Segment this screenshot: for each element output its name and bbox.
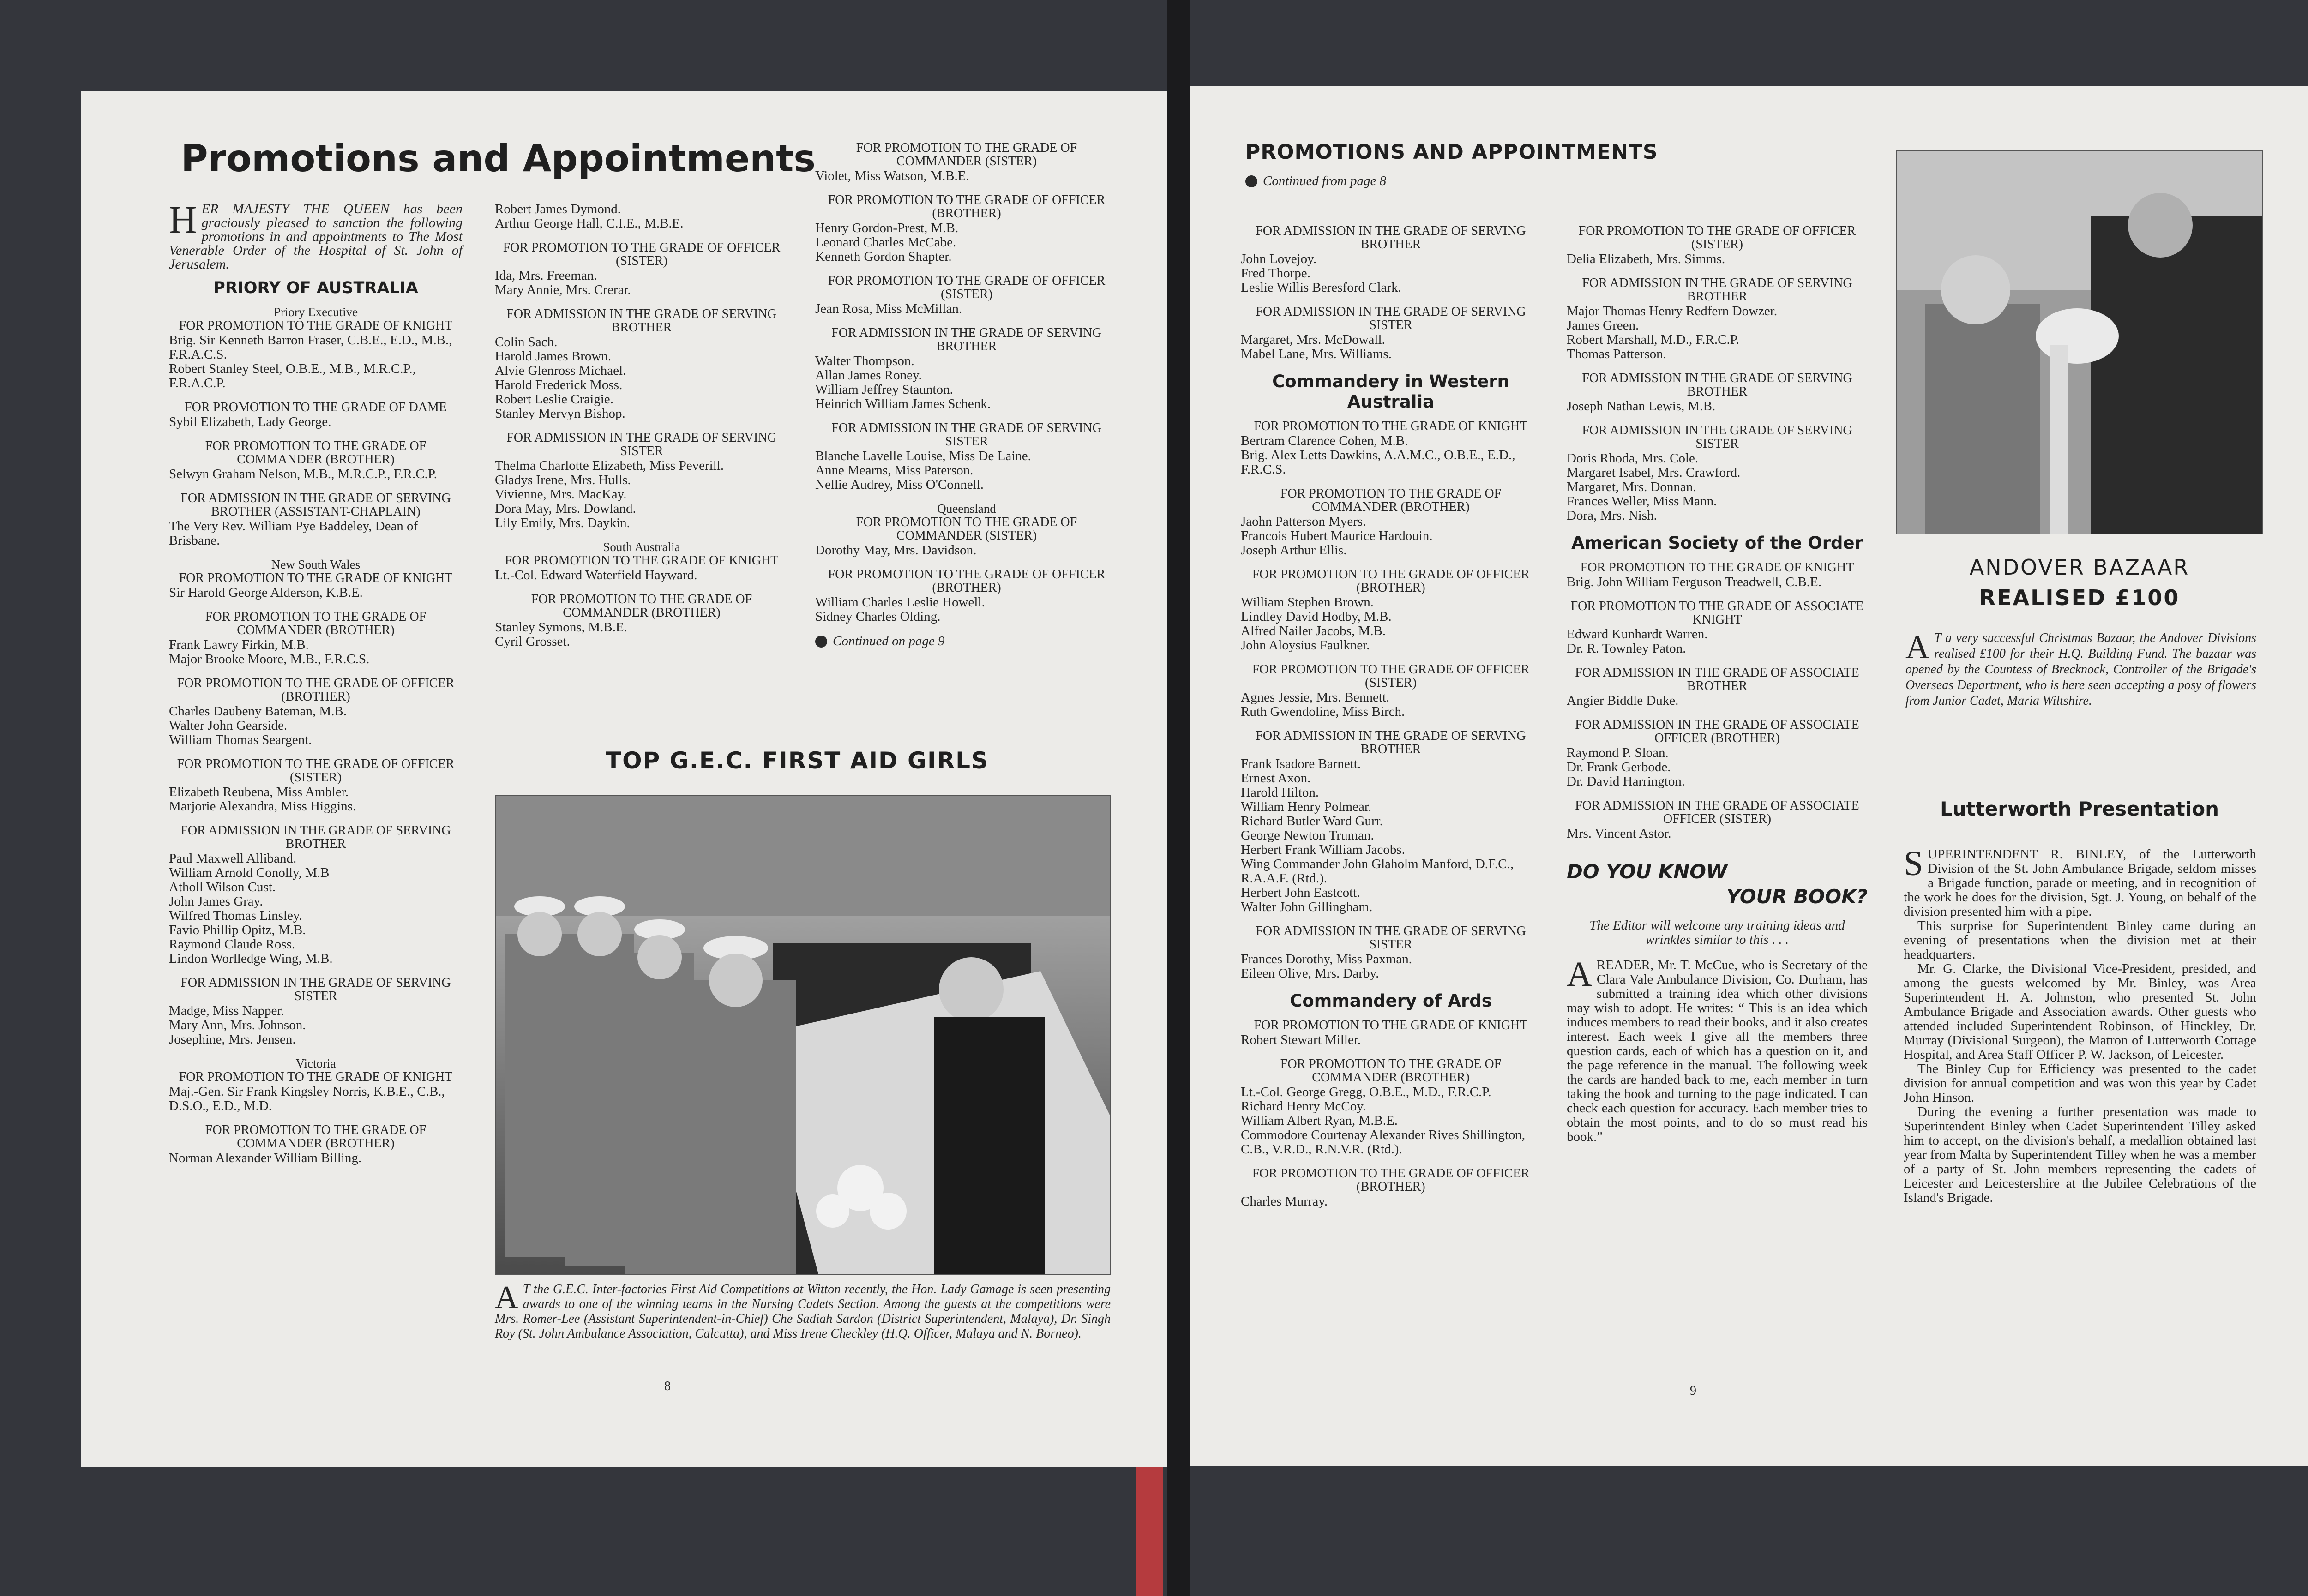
- appointment-entry: [1567, 718, 1868, 789]
- dyk-heading: DO YOU KNOW YOUR BOOK?: [1567, 860, 1868, 908]
- appointment-entry: [1241, 1019, 1541, 1047]
- grade-heading: FOR PROMOTION TO THE GRADE OF OFFICER (SISTER): [1252, 662, 1530, 690]
- names-list: Selwyn Graham Nelson, M.B., M.R.C.P., F.R.C.P.: [169, 467, 437, 481]
- appointment-entry: [815, 502, 1118, 558]
- subsection-heading: Commandery in Western Australia: [1272, 372, 1509, 412]
- names-list: Paul Maxwell Alliband. William Arnold Conolly, M.B Atholl Wilson Cust. John James Gray. Wilfred Thomas Linsley. Favio Phillip Opitz, M.B. Raymond Claude Ross. Lindon Worlledge Wing, M.B.: [169, 851, 333, 966]
- grade-heading: FOR ADMISSION IN THE GRADE OF ASSOCIATE BROTHER: [1575, 666, 1859, 693]
- names-list: Robert James Dymond. Arthur George Hall, C.I.E., M.B.E.: [495, 202, 684, 231]
- grade-heading: FOR ADMISSION IN THE GRADE OF SERVING SISTER: [1256, 305, 1526, 332]
- appointment-entry: [1241, 420, 1541, 477]
- cadets-photo: [495, 795, 1111, 1275]
- dyk-body: AREADER, Mr. T. McCue, who is Secretary of the Clara Vale Ambulance Division, Co. Durham, has submitted a training idea which other divisions may wish to adopt. He writes: “ This is an idea which induces members to read their books, and it also creates interest. Each week I give all the members three question cards, each of which has a question on it, and the page reference in the manual. The following week the cards are handed back to me, each member in turn taking the book and turning to the page indicated. I can check each question for accuracy. Each member tries to obtain the most points, and to do so must read his book.”: [1567, 955, 1868, 1144]
- lutterworth-paragraph: Mr. G. Clarke, the Divisional Vice-President, presided, and among the guests welcomed by Mr. Binley, was Area Superintendent H. A. Johnston, who presented St. John Ambulance Brigade and Association awards. Other guests who attended included Superintendent Robinson, of Hinckley, Dr. Murray (Divisional Surgeon), the Matron of Lutterworth Cottage Hospital, and Area Staff Officer P. W. Jackson, of Leicester.: [1904, 961, 2256, 1062]
- names-list: Madge, Miss Napper. Mary Ann, Mrs. Johnson. Josephine, Mrs. Jensen.: [169, 1003, 306, 1047]
- grade-heading: FOR ADMISSION IN THE GRADE OF ASSOCIATE OFFICER (BROTHER): [1575, 718, 1859, 745]
- drop-cap: H: [169, 198, 197, 241]
- appointment-entry: [169, 401, 463, 429]
- appointment-entry: [169, 677, 463, 747]
- names-list: The Very Rev. William Pye Baddeley, Dean of Brisbane.: [169, 519, 418, 548]
- appointment-entry: [169, 558, 463, 600]
- cadets-photo-image: [496, 796, 1111, 1275]
- grade-heading: FOR PROMOTION TO THE GRADE OF ASSOCIATE KNIGHT: [1570, 599, 1864, 627]
- names-list: Mrs. Vincent Astor.: [1567, 826, 1671, 841]
- dyk-drop-cap: A: [1567, 955, 1592, 994]
- appointment-entry: [495, 431, 788, 530]
- grade-heading: FOR ADMISSION IN THE GRADE OF SERVING SISTER: [180, 976, 451, 1003]
- appointment-entry: [495, 593, 788, 649]
- column-2: [495, 202, 788, 659]
- grade-heading: FOR PROMOTION TO THE GRADE OF KNIGHT: [179, 571, 453, 585]
- appointment-entry: [1241, 924, 1541, 981]
- grade-heading: FOR PROMOTION TO THE GRADE OF COMMANDER (BROTHER): [205, 610, 427, 637]
- dyk-intro: The Editor will welcome any training ideas and wrinkles similar to this . . .: [1589, 918, 1845, 947]
- bazaar-photo: [1896, 150, 2263, 534]
- names-list: Edward Kunhardt Warren. Dr. R. Townley Paton.: [1567, 627, 1708, 656]
- appointment-entry: [169, 439, 463, 481]
- appointment-entry: [169, 610, 463, 666]
- appointment-entry: [1241, 224, 1541, 295]
- grade-heading: FOR PROMOTION TO THE GRADE OF OFFICER (BROTHER): [1252, 1166, 1530, 1194]
- grade-heading: FOR PROMOTION TO THE GRADE OF OFFICER (SISTER): [1578, 224, 1856, 252]
- grade-heading: FOR ADMISSION IN THE GRADE OF SERVING BROTHER: [1256, 729, 1526, 756]
- appointment-entry: [1567, 372, 1868, 414]
- names-list: Lt.-Col. George Gregg, O.B.E., M.D., F.R.C.P. Richard Henry McCoy. William Albert Ryan, M.B.E. Commodore Courtenay Alexander Rives Shillington, C.B., V.R.D., R.N.V.R. (Rtd.).: [1241, 1085, 1526, 1157]
- names-list: Lt.-Col. Edward Waterfield Hayward.: [495, 568, 697, 582]
- grade-heading: FOR ADMISSION IN THE GRADE OF SERVING BROTHER (ASSISTANT-CHAPLAIN): [180, 491, 451, 519]
- column-3: [815, 141, 1118, 648]
- appointment-entry: [815, 421, 1118, 492]
- grade-heading: FOR ADMISSION IN THE GRADE OF SERVING BROTHER: [1582, 276, 1852, 304]
- appointment-entry: [169, 757, 463, 814]
- grade-heading: FOR PROMOTION TO THE GRADE OF OFFICER (BROTHER): [177, 676, 455, 704]
- names-list: Ida, Mrs. Freeman. Mary Annie, Mrs. Crerar.: [495, 268, 631, 297]
- grade-heading: FOR PROMOTION TO THE GRADE OF COMMANDER (BROTHER): [531, 592, 752, 620]
- names-list: Frank Lawry Firkin, M.B. Major Brooke Moore, M.B., F.R.C.S.: [169, 637, 370, 666]
- appointment-entry: [1241, 1057, 1541, 1157]
- grade-heading: FOR PROMOTION TO THE GRADE OF KNIGHT: [1580, 560, 1854, 575]
- names-list: Elizabeth Reubena, Miss Ambler. Marjorie Alexandra, Miss Higgins.: [169, 785, 356, 814]
- names-list: John Lovejoy. Fred Thorpe. Leslie Willis Beresford Clark.: [1241, 252, 1401, 295]
- names-list: Charles Murray.: [1241, 1194, 1328, 1209]
- bullet-icon: [1245, 175, 1257, 187]
- names-list: Thelma Charlotte Elizabeth, Miss Peverill. Gladys Irene, Mrs. Hulls. Vivienne, Mrs. MacKay. Dora May, Mrs. Dowland. Lily Emily, Mrs. Daykin.: [495, 458, 724, 530]
- appointment-entry: [815, 193, 1118, 264]
- names-list: Blanche Lavelle Louise, Miss De Laine. Anne Mearns, Miss Paterson. Nellie Audrey, Miss O'Connell.: [815, 449, 1031, 492]
- appointment-entry: [815, 568, 1118, 624]
- grade-heading: FOR PROMOTION TO THE GRADE OF KNIGHT: [179, 1070, 453, 1084]
- names-list: Margaret, Mrs. McDowall. Mabel Lane, Mrs. Williams.: [1241, 332, 1392, 361]
- intro-paragraph: HER MAJESTY THE QUEEN has been graciously pleased to sanction the following promotions in and appointments to The Most Venerable Order of the Hospital of St. John of Jerusalem.: [169, 198, 463, 272]
- grade-heading: FOR PROMOTION TO THE GRADE OF OFFICER (SISTER): [503, 240, 781, 268]
- appointment-entry: [1567, 224, 1868, 266]
- appointment-entry: [495, 241, 788, 297]
- grade-heading: FOR ADMISSION IN THE GRADE OF SERVING BROTHER: [506, 307, 777, 335]
- grade-heading: FOR PROMOTION TO THE GRADE OF COMMANDER (BROTHER): [205, 439, 427, 467]
- appointment-entry: [1241, 487, 1541, 558]
- names-list: Brig. John William Ferguson Treadwell, C.B.E.: [1567, 575, 1822, 589]
- grade-heading: FOR PROMOTION TO THE GRADE OF OFFICER (SISTER): [177, 757, 455, 785]
- appointment-entry: [1567, 424, 1868, 523]
- continued-note: Continued on page 9: [815, 634, 1118, 648]
- grade-heading: FOR ADMISSION IN THE GRADE OF SERVING BROTHER: [180, 823, 451, 851]
- grade-heading: FOR PROMOTION TO THE GRADE OF KNIGHT: [1254, 1018, 1528, 1032]
- binding-edge: [1136, 1467, 1163, 1596]
- appointment-entry: [815, 326, 1118, 411]
- grade-heading: FOR PROMOTION TO THE GRADE OF COMMANDER (SISTER): [856, 515, 1077, 543]
- caption-drop-cap: A: [495, 1280, 518, 1315]
- grade-heading: FOR ADMISSION IN THE GRADE OF SERVING BROTHER: [1256, 224, 1526, 252]
- entries-column-2: [1567, 224, 1868, 841]
- column-1: [1241, 224, 1541, 1219]
- names-list: Charles Daubeny Bateman, M.B. Walter John Gearside. William Thomas Seargent.: [169, 704, 347, 747]
- bazaar-drop-cap: A: [1905, 629, 1929, 666]
- grade-heading: FOR PROMOTION TO THE GRADE OF COMMANDER (BROTHER): [205, 1123, 427, 1151]
- appointment-entry: [815, 141, 1118, 183]
- lutterworth-paragraph: SUPERINTENDENT R. BINLEY, of the Lutterworth Division of the St. John Ambulance Brigade, seldom misses a Brigade function, parade or meeting, and in recognition of the work he does for the division, Sgt. J. Young, on behalf of the division presented him with a pipe.: [1904, 844, 2256, 919]
- names-list: Sir Harold George Alderson, K.B.E.: [169, 585, 363, 600]
- names-list: Henry Gordon-Prest, M.B. Leonard Charles McCabe. Kenneth Gordon Shapter.: [815, 221, 959, 264]
- appointment-entry: [1241, 729, 1541, 914]
- names-list: Violet, Miss Watson, M.B.E.: [815, 168, 969, 183]
- spine: [1167, 0, 1190, 1596]
- grade-heading: FOR PROMOTION TO THE GRADE OF OFFICER (SISTER): [828, 274, 1106, 301]
- lutterworth-article: [1904, 844, 2256, 1205]
- appointment-entry: [169, 1123, 463, 1165]
- grade-heading: FOR ADMISSION IN THE GRADE OF SERVING SISTER: [1582, 423, 1852, 451]
- grade-heading: FOR ADMISSION IN THE GRADE OF ASSOCIATE OFFICER (SISTER): [1575, 798, 1859, 826]
- grade-heading: FOR ADMISSION IN THE GRADE OF SERVING BROTHER: [831, 326, 1102, 354]
- appointment-entry: [495, 307, 788, 421]
- appointment-entry: [815, 274, 1118, 316]
- names-list: Jean Rosa, Miss McMillan.: [815, 301, 962, 316]
- grade-heading: FOR PROMOTION TO THE GRADE OF OFFICER (BROTHER): [828, 567, 1106, 595]
- names-list: Raymond P. Sloan. Dr. Frank Gerbode. Dr. David Harrington.: [1567, 745, 1685, 789]
- grade-heading: FOR PROMOTION TO THE GRADE OF COMMANDER (BROTHER): [1280, 486, 1502, 514]
- names-list: Angier Biddle Duke.: [1567, 693, 1679, 708]
- names-list: Doris Rhoda, Mrs. Cole. Margaret Isabel, Mrs. Crawford. Margaret, Mrs. Donnan. Frances Weller, Miss Mann. Dora, Mrs. Nish.: [1567, 451, 1741, 523]
- continued-from-note: Continued from page 8: [1245, 174, 1386, 189]
- column-2: [1567, 224, 1868, 1144]
- bazaar-heading: ANDOVER BAZAAR REALISED £100: [1969, 555, 2190, 610]
- names-list: Frank Isadore Barnett. Ernest Axon. Harold Hilton. William Henry Polmear. Richard Butler Ward Gurr. George Newton Truman. Herbert Frank William Jacobs. Wing Commander John Glaholm Manford, D.F.C., R.A.A.F. (Rtd.). Herbert John Eastcott. Walter John Gillingham.: [1241, 756, 1514, 914]
- grade-heading: FOR PROMOTION TO THE GRADE OF KNIGHT: [1254, 419, 1528, 433]
- names-list: Bertram Clarence Cohen, M.B. Brig. Alex Letts Dawkins, A.A.M.C., O.B.E., E.D., F.R.C.S.: [1241, 433, 1515, 477]
- region-label: New South Wales: [271, 558, 361, 571]
- page-number: 9: [1690, 1384, 1696, 1398]
- grade-heading: FOR PROMOTION TO THE GRADE OF DAME: [185, 400, 447, 414]
- region-label: Victoria: [295, 1056, 336, 1070]
- grade-heading: FOR PROMOTION TO THE GRADE OF OFFICER (BROTHER): [828, 193, 1106, 221]
- appointment-entry: [495, 202, 788, 231]
- appointment-entry: [1567, 276, 1868, 361]
- bazaar-caption: A T a very successful Christmas Bazaar, the Andover Divisions realised £100 for their H.Q. Building Fund. The bazaar was opened by the Countess of Brecknock, Controller of the Brigade's Overseas Department, who is here seen accepting a posy of flowers from Junior Cadet, Maria Wiltshire.: [1905, 629, 2256, 708]
- grade-heading: FOR ADMISSION IN THE GRADE OF SERVING SISTER: [506, 431, 777, 458]
- names-list: Walter Thompson. Allan James Roney. William Jeffrey Staunton. Heinrich William James Schenk.: [815, 354, 991, 411]
- appointment-entry: [1241, 663, 1541, 719]
- appointment-entry: [495, 540, 788, 582]
- entries-column-2: [495, 202, 788, 649]
- appointment-entry: [169, 306, 463, 390]
- bullet-icon: [815, 636, 827, 648]
- subsection-heading: American Society of the Order: [1571, 533, 1863, 553]
- left-page: [81, 91, 1167, 1467]
- appointment-entry: [1567, 799, 1868, 841]
- column-1: [169, 198, 463, 1176]
- section-heading: PRIORY OF AUSTRALIA: [213, 279, 418, 297]
- names-list: Stanley Symons, M.B.E. Cyril Grosset.: [495, 620, 627, 649]
- appointment-entry: [169, 976, 463, 1047]
- names-list: Colin Sach. Harold James Brown. Alvie Glenross Michael. Harold Frederick Moss. Robert Leslie Craigie. Stanley Mervyn Bishop.: [495, 335, 626, 421]
- names-list: Delia Elizabeth, Mrs. Simms.: [1567, 252, 1725, 266]
- entries-column-1: [1241, 224, 1541, 1209]
- names-list: Robert Stewart Miller.: [1241, 1032, 1361, 1047]
- lutterworth-paragraph: This surprise for Superintendent Binley came during an evening of presentations when the division met at their headquarters.: [1904, 918, 2256, 962]
- page-title: PROMOTIONS AND APPOINTMENTS: [1245, 140, 1658, 164]
- grade-heading: FOR ADMISSION IN THE GRADE OF SERVING SISTER: [1256, 924, 1526, 952]
- lutterworth-paragraph: The Binley Cup for Efficiency was presented to the cadet division for annual competition and was won this year by Cadet John Hinson.: [1904, 1062, 2256, 1105]
- region-label: South Australia: [603, 540, 680, 554]
- appointment-entry: [1567, 561, 1868, 589]
- grade-heading: FOR PROMOTION TO THE GRADE OF COMMANDER (BROTHER): [1280, 1057, 1502, 1085]
- names-list: Sybil Elizabeth, Lady George.: [169, 414, 331, 429]
- grade-heading: FOR PROMOTION TO THE GRADE OF OFFICER (BROTHER): [1252, 567, 1530, 595]
- photo-caption: A T the G.E.C. Inter-factories First Aid Competitions at Witton recently, the Hon. Lady Gamage is seen presenting awards to one of the winning teams in the Nursing Cadets Section. Among the guests at the competitions were Mrs. Romer-Lee (Assistant Superintendent-in-Chief) Che Sadiah Sardon (District Superintendent, Malaya), Dr. Singh Roy (St. John Ambulance Association, Calcutta), and Miss Irene Checkley (H.Q. Officer, Malaya and N. Borneo).: [495, 1280, 1111, 1341]
- names-list: Norman Alexander William Billing.: [169, 1151, 362, 1165]
- names-list: Frances Dorothy, Miss Paxman. Eileen Olive, Mrs. Darby.: [1241, 952, 1412, 981]
- entries-column-1: [169, 306, 463, 1165]
- entries-column-3: [815, 141, 1118, 624]
- page-number: 8: [664, 1379, 671, 1393]
- lutterworth-paragraph: During the evening a further presentation was made to Superintendent Binley when Cadet Superintendent Tilley asked him to accept, on the division's behalf, a medallion obtained last year from Malta by Superintendent Tilley when he was a member of a party of St. John members representing the cadets of Leicester and Leicestershire at the Jubilee Celebrations of the Island's Brigade.: [1904, 1104, 2256, 1205]
- names-list: William Charles Leslie Howell. Sidney Charles Olding.: [815, 595, 985, 624]
- appointment-entry: [169, 824, 463, 966]
- names-list: Major Thomas Henry Redfern Dowzer. James Green. Robert Marshall, M.D., F.R.C.P. Thomas Patterson.: [1567, 304, 1778, 361]
- right-page: [1190, 86, 2308, 1466]
- grade-heading: FOR PROMOTION TO THE GRADE OF KNIGHT: [505, 553, 779, 568]
- names-list: Jaohn Patterson Myers. Francois Hubert Maurice Hardouin. Joseph Arthur Ellis.: [1241, 514, 1433, 558]
- names-list: William Stephen Brown. Lindley David Hodby, M.B. Alfred Nailer Jacobs, M.B. John Aloysius Faulkner.: [1241, 595, 1392, 653]
- appointment-entry: [1567, 666, 1868, 708]
- subsection-heading: Commandery of Ards: [1290, 991, 1492, 1011]
- names-list: Dorothy May, Mrs. Davidson.: [815, 543, 977, 558]
- grade-heading: FOR PROMOTION TO THE GRADE OF KNIGHT: [179, 318, 453, 333]
- lutterworth-drop-cap: S: [1904, 844, 1923, 883]
- page-title: Promotions and Appointments: [181, 137, 816, 180]
- appointment-entry: [169, 492, 463, 548]
- appointment-entry: [1241, 305, 1541, 361]
- photo-heading: TOP G.E.C. FIRST AID GIRLS: [606, 747, 989, 774]
- appointment-entry: [1567, 600, 1868, 656]
- bazaar-photo-image: [1897, 151, 2263, 534]
- grade-heading: FOR ADMISSION IN THE GRADE OF SERVING BROTHER: [1582, 371, 1852, 399]
- lutterworth-heading: Lutterworth Presentation: [1940, 798, 2219, 820]
- names-list: Brig. Sir Kenneth Barron Fraser, C.B.E., E.D., M.B., F.R.A.C.S. Robert Stanley Steel, O.B.E., M.B., M.R.C.P., F.R.A.C.P.: [169, 333, 452, 390]
- appointment-entry: [1241, 1167, 1541, 1209]
- appointment-entry: [1241, 568, 1541, 653]
- names-list: Joseph Nathan Lewis, M.B.: [1567, 399, 1716, 414]
- region-label: Priory Executive: [273, 305, 358, 319]
- grade-heading: FOR PROMOTION TO THE GRADE OF COMMANDER (SISTER): [856, 141, 1077, 168]
- names-list: Maj.-Gen. Sir Frank Kingsley Norris, K.B.E., C.B., D.S.O., E.D., M.D.: [169, 1084, 445, 1113]
- appointment-entry: [169, 1057, 463, 1113]
- names-list: Agnes Jessie, Mrs. Bennett. Ruth Gwendoline, Miss Birch.: [1241, 690, 1405, 719]
- grade-heading: FOR ADMISSION IN THE GRADE OF SERVING SISTER: [831, 421, 1102, 449]
- region-label: Queensland: [937, 502, 996, 516]
